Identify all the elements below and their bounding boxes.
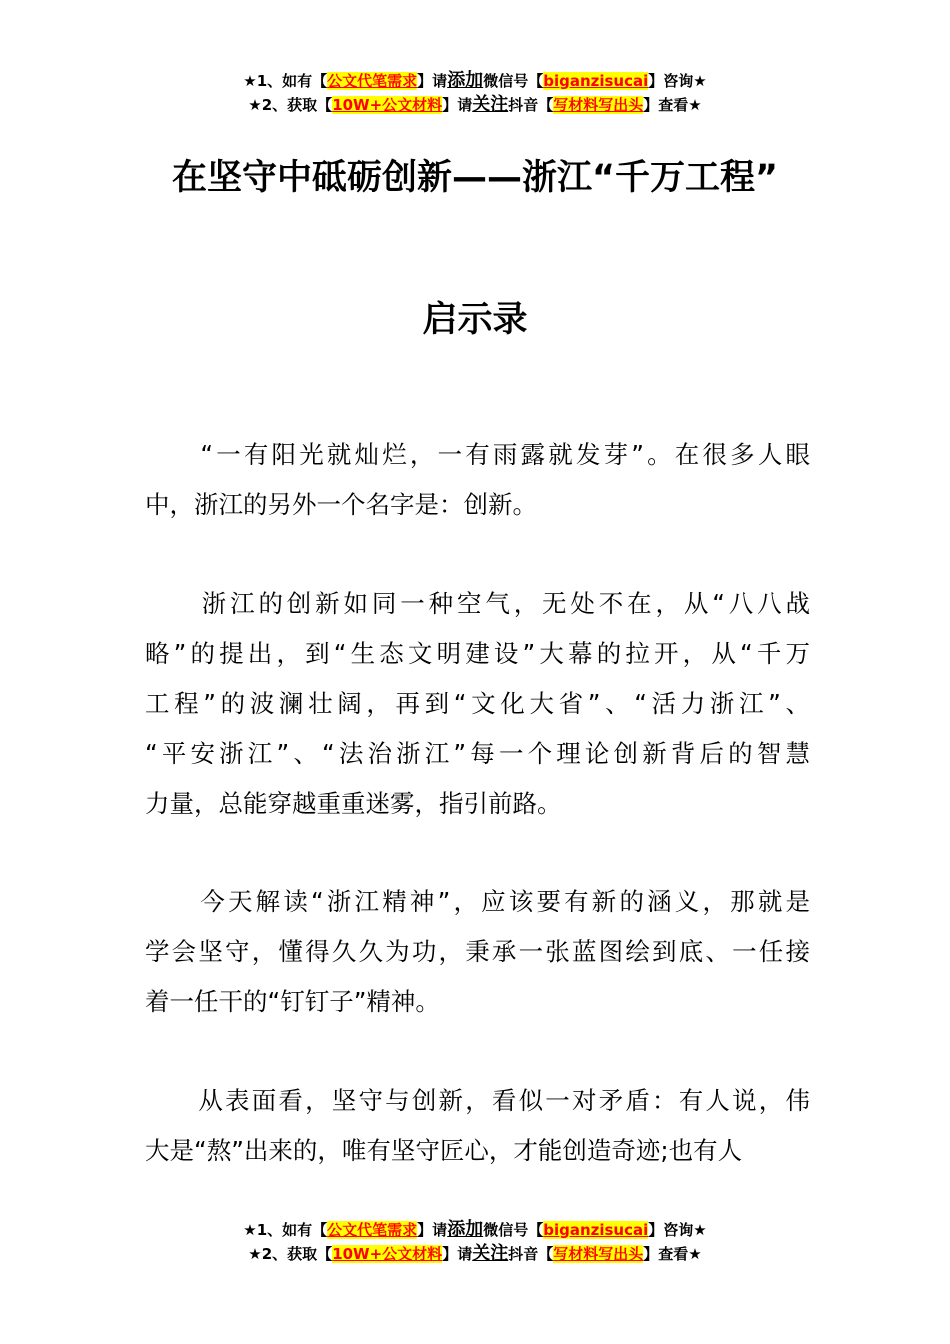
paragraph bbox=[145, 1076, 810, 1176]
paragraph-line: 工程”的波澜壮阔，再到“文化大省”、“活力浙江”、 bbox=[145, 689, 810, 719]
paragraph-line: 学会坚守，懂得久久为功，秉承一张蓝图绘到底、一任接 bbox=[145, 937, 810, 967]
promo-emphasis: 添加 bbox=[447, 70, 484, 91]
promo-text: ★2、获取【 bbox=[248, 96, 333, 114]
paragraph bbox=[145, 877, 810, 1027]
promo-header bbox=[0, 69, 950, 117]
paragraph-line: 大是“熬”出来的，唯有坚守匠心，才能创造奇迹;也有人 bbox=[145, 1136, 743, 1166]
paragraph-line: 从表面看，坚守与创新，看似一对矛盾：有人说，伟 bbox=[145, 1086, 810, 1116]
promo-text: 】查看★ bbox=[643, 96, 702, 114]
promo-line-2 bbox=[0, 93, 950, 117]
paragraph-line: 今天解读“浙江精神”，应该要有新的涵义，那就是 bbox=[145, 887, 810, 917]
promo-line-2 bbox=[0, 1242, 950, 1266]
promo-text: 微信号【 bbox=[483, 72, 544, 90]
promo-text: 】咨询★ bbox=[648, 1221, 707, 1239]
promo-wechat-id: biganzisucai bbox=[543, 72, 649, 90]
paragraph-line: 略”的提出，到“生态文明建设”大幕的拉开，从“千万 bbox=[145, 639, 810, 669]
paragraph-line: 着一任干的“钉钉子”精神。 bbox=[145, 987, 440, 1017]
promo-text: ★2、获取【 bbox=[248, 1245, 333, 1263]
promo-text: 】请 bbox=[442, 96, 473, 114]
promo-douyin: 写材料写出头 bbox=[553, 96, 644, 114]
promo-text: 】请 bbox=[442, 1245, 473, 1263]
promo-text: 抖音【 bbox=[508, 1245, 554, 1263]
promo-highlight: 公文代笔需求 bbox=[327, 1221, 418, 1239]
paragraph bbox=[145, 430, 810, 530]
promo-text: ★1、如有【 bbox=[243, 1221, 328, 1239]
paragraph-line: 中，浙江的另外一个名字是：创新。 bbox=[145, 490, 537, 519]
promo-emphasis: 关注 bbox=[472, 1243, 509, 1264]
promo-highlight: 10W+公文材料 bbox=[332, 96, 443, 114]
promo-text: 】查看★ bbox=[643, 1245, 702, 1263]
promo-text: 】请 bbox=[417, 72, 448, 90]
promo-text: ★1、如有【 bbox=[243, 72, 328, 90]
paragraph bbox=[145, 579, 810, 829]
paragraph-line: “平安浙江”、“法治浙江”每一个理论创新背后的智慧 bbox=[145, 739, 810, 769]
paragraph-line: “一有阳光就灿烂，一有雨露就发芽”。在很多人眼 bbox=[145, 440, 810, 469]
promo-text: 】咨询★ bbox=[648, 72, 707, 90]
promo-text: 】请 bbox=[417, 1221, 448, 1239]
promo-wechat-id: biganzisucai bbox=[543, 1221, 649, 1239]
paragraph-line: 浙江的创新如同一种空气，无处不在，从“八八战 bbox=[145, 589, 810, 619]
promo-emphasis: 添加 bbox=[447, 1219, 484, 1240]
paragraph-line: 力量，总能穿越重重迷雾，指引前路。 bbox=[145, 789, 562, 819]
doc-title: 在坚守中砥砺创新——浙江“千万工程” bbox=[171, 158, 778, 198]
promo-line-1 bbox=[0, 69, 950, 93]
promo-footer bbox=[0, 1218, 950, 1266]
promo-text: 抖音【 bbox=[508, 96, 554, 114]
promo-text: 微信号【 bbox=[483, 1221, 544, 1239]
promo-highlight: 10W+公文材料 bbox=[332, 1245, 443, 1263]
promo-emphasis: 关注 bbox=[472, 94, 509, 115]
promo-douyin: 写材料写出头 bbox=[553, 1245, 644, 1263]
doc-title-continued: 启示录 bbox=[422, 300, 528, 340]
promo-highlight: 公文代笔需求 bbox=[327, 72, 418, 90]
promo-line-1 bbox=[0, 1218, 950, 1242]
